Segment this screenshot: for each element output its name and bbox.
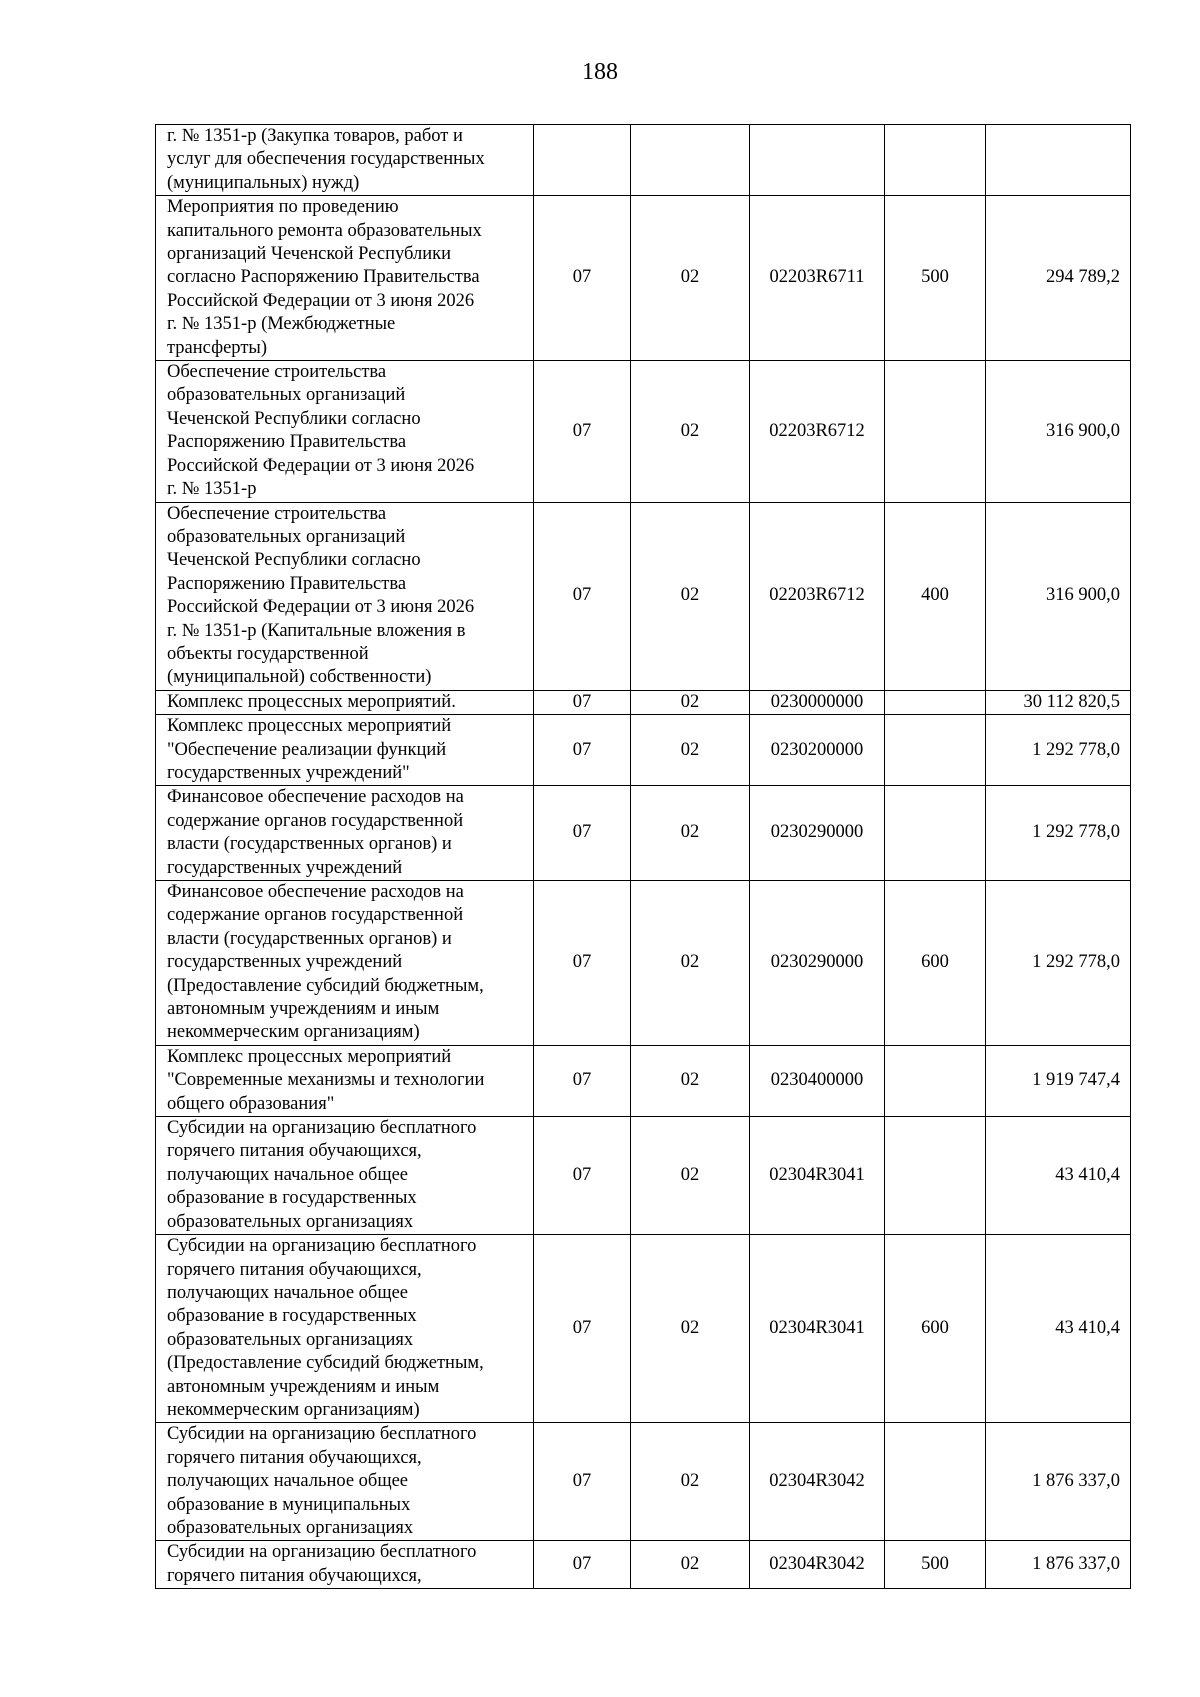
item-name-line: получающих начальное общее <box>167 1471 409 1492</box>
amount-cell: 1 292 778,0 <box>986 715 1131 786</box>
section-cell: 07 <box>534 1117 631 1235</box>
section-cell: 07 <box>534 786 631 881</box>
item-name-line: горячего питания обучающихся, <box>167 1447 422 1468</box>
item-name-line: г. № 1351-р (Межбюджетные <box>167 314 396 335</box>
item-name-line: Субсидии на организацию бесплатного <box>167 1236 477 1257</box>
target-article-cell: 02304R3041 <box>750 1117 885 1235</box>
table-row <box>156 1045 1131 1116</box>
subsection-cell: 02 <box>631 786 750 881</box>
table-row <box>156 786 1131 881</box>
item-name-line: г. № 1351-р <box>167 479 257 500</box>
budget-table <box>155 124 1131 1589</box>
item-name-cell <box>156 125 534 196</box>
section-cell: 07 <box>534 715 631 786</box>
expense-type-cell <box>885 361 986 502</box>
table-row <box>156 361 1131 502</box>
item-name-line: государственных учреждений" <box>167 762 410 783</box>
subsection-cell: 02 <box>631 502 750 690</box>
amount-cell: 1 876 337,0 <box>986 1423 1131 1541</box>
target-article-cell: 02304R3042 <box>750 1541 885 1589</box>
table-row <box>156 715 1131 786</box>
item-name-line: горячего питания обучающихся, <box>167 1141 422 1162</box>
item-name-line: Обеспечение строительства <box>167 362 387 383</box>
subsection-cell: 02 <box>631 881 750 1046</box>
item-name-line: (муниципальных) нужд) <box>167 172 360 193</box>
item-name-cell <box>156 786 534 881</box>
section-cell: 07 <box>534 1541 631 1589</box>
item-name-line: Российской Федерации от 3 июня 2026 <box>167 290 475 311</box>
amount-cell: 1 292 778,0 <box>986 881 1131 1046</box>
amount-cell <box>986 125 1131 196</box>
item-name-line: образование в муниципальных <box>167 1494 411 1515</box>
expense-type-cell <box>885 1117 986 1235</box>
target-article-cell: 0230200000 <box>750 715 885 786</box>
item-name-line: власти (государственных органов) и <box>167 928 452 949</box>
item-name-line: образовательных организаций <box>167 526 406 547</box>
item-name-line: автономным учреждениям и иным <box>167 1376 440 1397</box>
item-name-line: получающих начальное общее <box>167 1164 409 1185</box>
target-article-cell: 02304R3041 <box>750 1235 885 1423</box>
item-name-line: "Обеспечение реализации функций <box>167 739 447 760</box>
item-name-line: организаций Чеченской Республики <box>167 244 451 265</box>
item-name-line: Финансовое обеспечение расходов на <box>167 882 464 902</box>
section-cell <box>534 125 631 196</box>
item-name-cell <box>156 715 534 786</box>
amount-cell: 316 900,0 <box>986 361 1131 502</box>
subsection-cell: 02 <box>631 1045 750 1116</box>
amount-cell: 1 876 337,0 <box>986 1541 1131 1589</box>
subsection-cell: 02 <box>631 361 750 502</box>
item-name-line: Финансовое обеспечение расходов на <box>167 787 464 808</box>
item-name-line: образование в государственных <box>167 1188 417 1209</box>
subsection-cell <box>631 125 750 196</box>
item-name-line: получающих начальное общее <box>167 1282 409 1303</box>
expense-type-cell <box>885 125 986 196</box>
item-name-line: Обеспечение строительства <box>167 503 387 524</box>
item-name-line: некоммерческим организациям) <box>167 1399 420 1420</box>
item-name-line: объекты государственной <box>167 643 369 664</box>
table-row <box>156 1541 1131 1589</box>
expense-type-cell <box>885 1423 986 1541</box>
item-name-line: г. № 1351-р (Капитальные вложения в <box>167 620 466 641</box>
item-name-line: (Предоставление субсидий бюджетным, <box>167 1353 484 1374</box>
target-article-cell: 0230290000 <box>750 786 885 881</box>
amount-cell: 30 112 820,5 <box>986 690 1131 714</box>
expense-type-cell: 500 <box>885 1541 986 1589</box>
item-name-line: образовательных организациях <box>167 1517 414 1538</box>
item-name-cell <box>156 361 534 502</box>
item-name-line: Комплекс процессных мероприятий <box>167 716 452 737</box>
item-name-line: Комплекс процессных мероприятий <box>167 1046 452 1067</box>
item-name-line: Российской Федерации от 3 июня 2026 <box>167 597 475 618</box>
item-name-line: образовательных организациях <box>167 1211 414 1232</box>
item-name-line: (муниципальной) собственности) <box>167 667 432 688</box>
item-name-cell <box>156 1423 534 1541</box>
expense-type-cell: 500 <box>885 196 986 361</box>
item-name-line: г. № 1351-р (Закупка товаров, работ и <box>167 126 463 146</box>
table-row <box>156 1423 1131 1541</box>
item-name-cell <box>156 1235 534 1423</box>
target-article-cell: 02304R3042 <box>750 1423 885 1541</box>
table-row <box>156 881 1131 1046</box>
item-name-line: содержание органов государственной <box>167 810 464 831</box>
expense-type-cell <box>885 786 986 881</box>
table-row <box>156 1117 1131 1235</box>
item-name-line: горячего питания обучающихся, <box>167 1259 422 1280</box>
item-name-line: Чеченской Республики согласно <box>167 408 421 429</box>
section-cell: 07 <box>534 1045 631 1116</box>
item-name-line: Распоряжению Правительства <box>167 432 407 453</box>
item-name-line: "Современные механизмы и технологии <box>167 1070 485 1091</box>
target-article-cell: 02203R6712 <box>750 502 885 690</box>
item-name-line: капитального ремонта образовательных <box>167 220 482 241</box>
table-row <box>156 502 1131 690</box>
item-name-line: Субсидии на организацию бесплатного <box>167 1118 477 1139</box>
item-name-line: Субсидии на организацию бесплатного <box>167 1424 477 1445</box>
section-cell: 07 <box>534 690 631 714</box>
expense-type-cell <box>885 690 986 714</box>
item-name-cell <box>156 1541 534 1589</box>
expense-type-cell: 400 <box>885 502 986 690</box>
item-name-line: образовательных организациях <box>167 1329 414 1350</box>
table-row <box>156 690 1131 714</box>
section-cell: 07 <box>534 1235 631 1423</box>
amount-cell: 316 900,0 <box>986 502 1131 690</box>
section-cell: 07 <box>534 196 631 361</box>
target-article-cell: 02203R6711 <box>750 196 885 361</box>
item-name-cell <box>156 881 534 1046</box>
subsection-cell: 02 <box>631 1423 750 1541</box>
section-cell: 07 <box>534 881 631 1046</box>
item-name-line: Комплекс процессных мероприятий. <box>167 691 456 712</box>
item-name-line: образование в государственных <box>167 1306 417 1327</box>
item-name-line: Чеченской Республики согласно <box>167 550 421 571</box>
expense-type-cell: 600 <box>885 881 986 1046</box>
table-row <box>156 1235 1131 1423</box>
target-article-cell: 0230290000 <box>750 881 885 1046</box>
subsection-cell: 02 <box>631 1541 750 1589</box>
item-name-line: Субсидии на организацию бесплатного <box>167 1542 477 1563</box>
item-name-line: Мероприятия по проведению <box>167 197 399 218</box>
amount-cell: 294 789,2 <box>986 196 1131 361</box>
item-name-line: образовательных организаций <box>167 385 406 406</box>
item-name-line: Распоряжению Правительства <box>167 573 407 594</box>
item-name-line: горячего питания обучающихся, <box>167 1565 422 1586</box>
subsection-cell: 02 <box>631 196 750 361</box>
item-name-line: содержание органов государственной <box>167 905 464 926</box>
expense-type-cell: 600 <box>885 1235 986 1423</box>
item-name-line: некоммерческим организациям) <box>167 1022 420 1043</box>
page-number: 188 <box>582 59 618 85</box>
item-name-line: трансферты) <box>167 337 267 358</box>
item-name-line: согласно Распоряжению Правительства <box>167 267 480 288</box>
subsection-cell: 02 <box>631 1235 750 1423</box>
amount-cell: 43 410,4 <box>986 1235 1131 1423</box>
section-cell: 07 <box>534 502 631 690</box>
item-name-line: Российской Федерации от 3 июня 2026 <box>167 455 475 476</box>
item-name-cell <box>156 196 534 361</box>
item-name-line: услуг для обеспечения государственных <box>167 149 485 170</box>
budget-table-body <box>156 125 1131 1589</box>
section-cell: 07 <box>534 361 631 502</box>
section-cell: 07 <box>534 1423 631 1541</box>
target-article-cell: 02203R6712 <box>750 361 885 502</box>
item-name-line: власти (государственных органов) и <box>167 834 452 855</box>
expense-type-cell <box>885 1045 986 1116</box>
amount-cell: 1 292 778,0 <box>986 786 1131 881</box>
subsection-cell: 02 <box>631 1117 750 1235</box>
item-name-line: (Предоставление субсидий бюджетным, <box>167 975 484 996</box>
target-article-cell <box>750 125 885 196</box>
target-article-cell: 0230000000 <box>750 690 885 714</box>
item-name-cell <box>156 1117 534 1235</box>
item-name-cell <box>156 690 534 714</box>
item-name-cell <box>156 502 534 690</box>
table-row <box>156 196 1131 361</box>
expense-type-cell <box>885 715 986 786</box>
item-name-line: автономным учреждениям и иным <box>167 999 440 1020</box>
item-name-line: государственных учреждений <box>167 857 403 878</box>
table-row <box>156 125 1131 196</box>
target-article-cell: 0230400000 <box>750 1045 885 1116</box>
amount-cell: 43 410,4 <box>986 1117 1131 1235</box>
item-name-cell <box>156 1045 534 1116</box>
item-name-line: общего образования" <box>167 1093 335 1114</box>
subsection-cell: 02 <box>631 715 750 786</box>
subsection-cell: 02 <box>631 690 750 714</box>
item-name-line: государственных учреждений <box>167 952 403 973</box>
amount-cell: 1 919 747,4 <box>986 1045 1131 1116</box>
